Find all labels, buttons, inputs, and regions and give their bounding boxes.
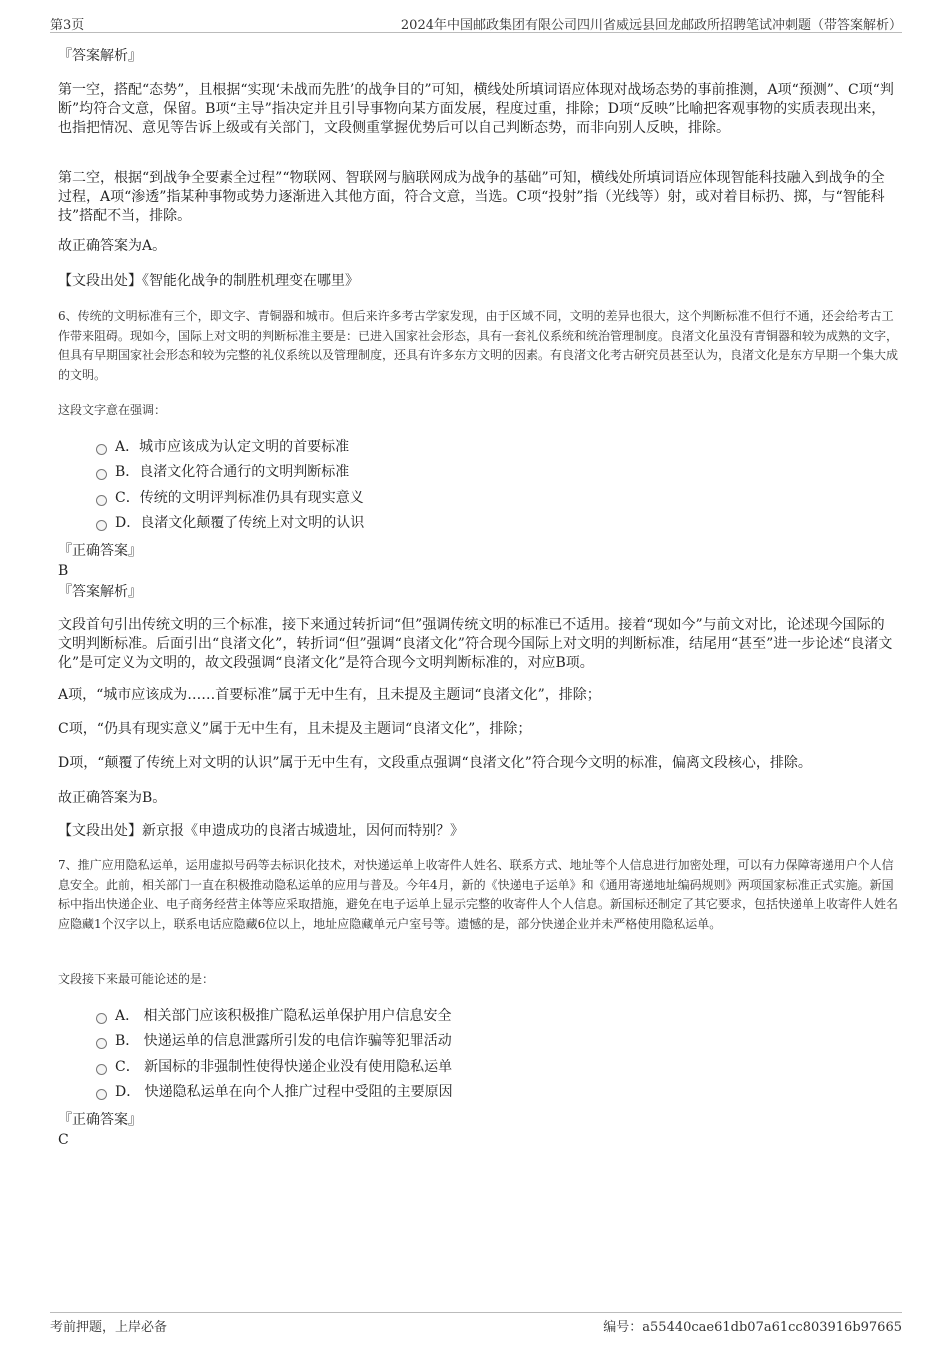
radio-icon[interactable]: [96, 444, 107, 455]
q6-option-c[interactable]: [96, 488, 364, 508]
q7-question: 7、推广应用隐私运单，运用虚拟号码等去标识化技术，对快递运单上收寄件人姓名、联系方式、地址等个人信息进行加密处理，可以有力保障寄递用户个人信息安全。此前，相关部门一直在积极推动隐私运单的应用与普及。今年4月，新的《快递电子运单》和《通用寄递地址编码规则》两项国家标准正式实施。新国标中指出快递企业、电子商务经营主体等应采取措施，避免在电子运单上显示完整的收寄件人个人信息。新国标还制定了其它要求，包括快递单上收寄件人姓名应隐藏1个汉字以上，联系电话应隐藏6位以上，地址应隐藏单元户室号等。遗憾的是，部分快递企业并未严格使用隐私运单。: [58, 858, 899, 931]
document-id: 编号：a55440cae61db07a61cc803916b97665: [603, 1320, 902, 1335]
page-header: [50, 10, 902, 33]
q7-answer-label: 『正确答案』: [58, 1112, 142, 1128]
q6-source: 【文段出处】新京报《申遗成功的良渚古城遗址，因何而特别？》: [58, 823, 464, 839]
q6-prompt: 这段文字意在强调：: [58, 403, 167, 417]
document-title: 2024年中国邮政集团有限公司四川省威远县回龙邮政所招聘笔试冲刺题（带答案解析）: [400, 18, 902, 33]
q6-analysis-option-d: D项，“颠覆了传统上对文明的认识”属于无中生有，文段重点强调“良渚文化”符合现今文明的标准，偏离文段核心，排除。: [58, 755, 812, 771]
q6-analysis-para1: 文段首句引出传统文明的三个标准，接下来通过转折词“但”强调传统文明的标准已不适用。接着“现如今”与前文对比，论述现今国际的文明判断标准。后面引出“良渚文化”，转折词“但”强调“良渚文化”符合现今国际上对文明的判断标准，结尾用“甚至”进一步论述“良渚文化”是可定义为文明的，故文段强调“良渚文化”是符合现今文明判断标准的，对应B项。: [58, 617, 893, 671]
q6-answer-label: 『正确答案』: [58, 543, 142, 559]
q6-option-d[interactable]: [96, 513, 364, 533]
option-label: A． 相关部门应该积极推广隐私运单保护用户信息安全: [115, 1008, 452, 1024]
q6-answer: B: [58, 563, 69, 579]
q5-analysis-para2: 第二空，根据“到战争全要素全过程”“物联网、智联网与脑联网成为战争的基础”可知，横线处所填词语应体现智能科技融入到战争的全过程，A项“渗透”指某种事物或势力逐渐进入其他方面，符合文意，当选。C项“投射”指（光线等）射，或对着目标扔、掷，与“智能科技”搭配不当，排除。: [58, 170, 885, 224]
option-label: D．良渚文化颠覆了传统上对文明的认识: [115, 515, 365, 531]
q7-option-d[interactable]: [96, 1082, 453, 1102]
option-label: D． 快递隐私运单在向个人推广过程中受阻的主要原因: [115, 1084, 453, 1100]
page-number: 第3页: [50, 18, 85, 33]
q6-analysis-option-c: C项，“仍具有现实意义”属于无中生有，且未提及主题词“良渚文化”，排除；: [58, 721, 532, 737]
q6-option-b[interactable]: [96, 462, 349, 482]
radio-icon[interactable]: [96, 1013, 107, 1024]
q6-question: 6、传统的文明标准有三个，即文字、青铜器和城市。但后来许多考古学家发现，由于区域不同，文明的差异也很大，这个判断标准不但行不通，还会给考古工作带来阻碍。现如今，国际上对文明的判断标准主要是：已进入国家社会形态，具有一套礼仪系统和统治管理制度。良渚文化虽没有青铜器和较为成熟的文字，但具有早期国家社会形态和较为完整的礼仪系统以及管理制度，还具有许多东方文明的因素。有良渚文化考古研究员甚至认为，良渚文化是东方早期一个集大成的文明。: [58, 309, 899, 382]
q5-source: 【文段出处】《智能化战争的制胜机理变在哪里》: [58, 273, 359, 289]
radio-icon[interactable]: [96, 1064, 107, 1075]
q5-conclusion: 故正确答案为A。: [58, 238, 167, 254]
q6-analysis-option-a: A项，“城市应该成为……首要标准”属于无中生有，且未提及主题词“良渚文化”，排除；: [58, 687, 601, 703]
q5-analysis-label: 『答案解析』: [58, 48, 142, 64]
page-footer: [50, 1312, 902, 1333]
q7-answer: C: [58, 1132, 69, 1148]
option-label: A．城市应该成为认定文明的首要标准: [115, 439, 350, 455]
option-label: B．良渚文化符合通行的文明判断标准: [115, 464, 350, 480]
option-label: C．传统的文明评判标准仍具有现实意义: [115, 490, 364, 506]
radio-icon[interactable]: [96, 469, 107, 480]
q6-option-a[interactable]: [96, 437, 349, 457]
footer-slogan: 考前押题，上岸必备: [50, 1320, 168, 1335]
q7-option-b[interactable]: [96, 1031, 452, 1051]
q7-option-a[interactable]: [96, 1006, 452, 1026]
option-label: C． 新国标的非强制性使得快递企业没有使用隐私运单: [115, 1059, 453, 1075]
option-label: B． 快递运单的信息泄露所引发的电信诈骗等犯罪活动: [115, 1033, 452, 1049]
q7-option-c[interactable]: [96, 1057, 452, 1077]
q6-analysis-label: 『答案解析』: [58, 584, 142, 600]
radio-icon[interactable]: [96, 1038, 107, 1049]
q6-conclusion: 故正确答案为B。: [58, 790, 167, 806]
radio-icon[interactable]: [96, 495, 107, 506]
radio-icon[interactable]: [96, 520, 107, 531]
radio-icon[interactable]: [96, 1089, 107, 1100]
q7-prompt: 文段接下来最可能论述的是：: [58, 972, 215, 986]
q5-analysis-para1: 第一空，搭配“态势”，且根据“实现‘未战而先胜’的战争目的”可知，横线处所填词语应体现对战场态势的事前推测，A项“预测”、C项“判断”均符合文意，保留。B项“主导”指决定并且引导事物向某方面发展，程度过重，排除；D项“反映”比喻把客观事物的实质表现出来，也指把情况、意见等告诉上级或有关部门，文段侧重掌握优势后可以自己判断态势，而非向别人反映，排除。: [58, 82, 894, 136]
